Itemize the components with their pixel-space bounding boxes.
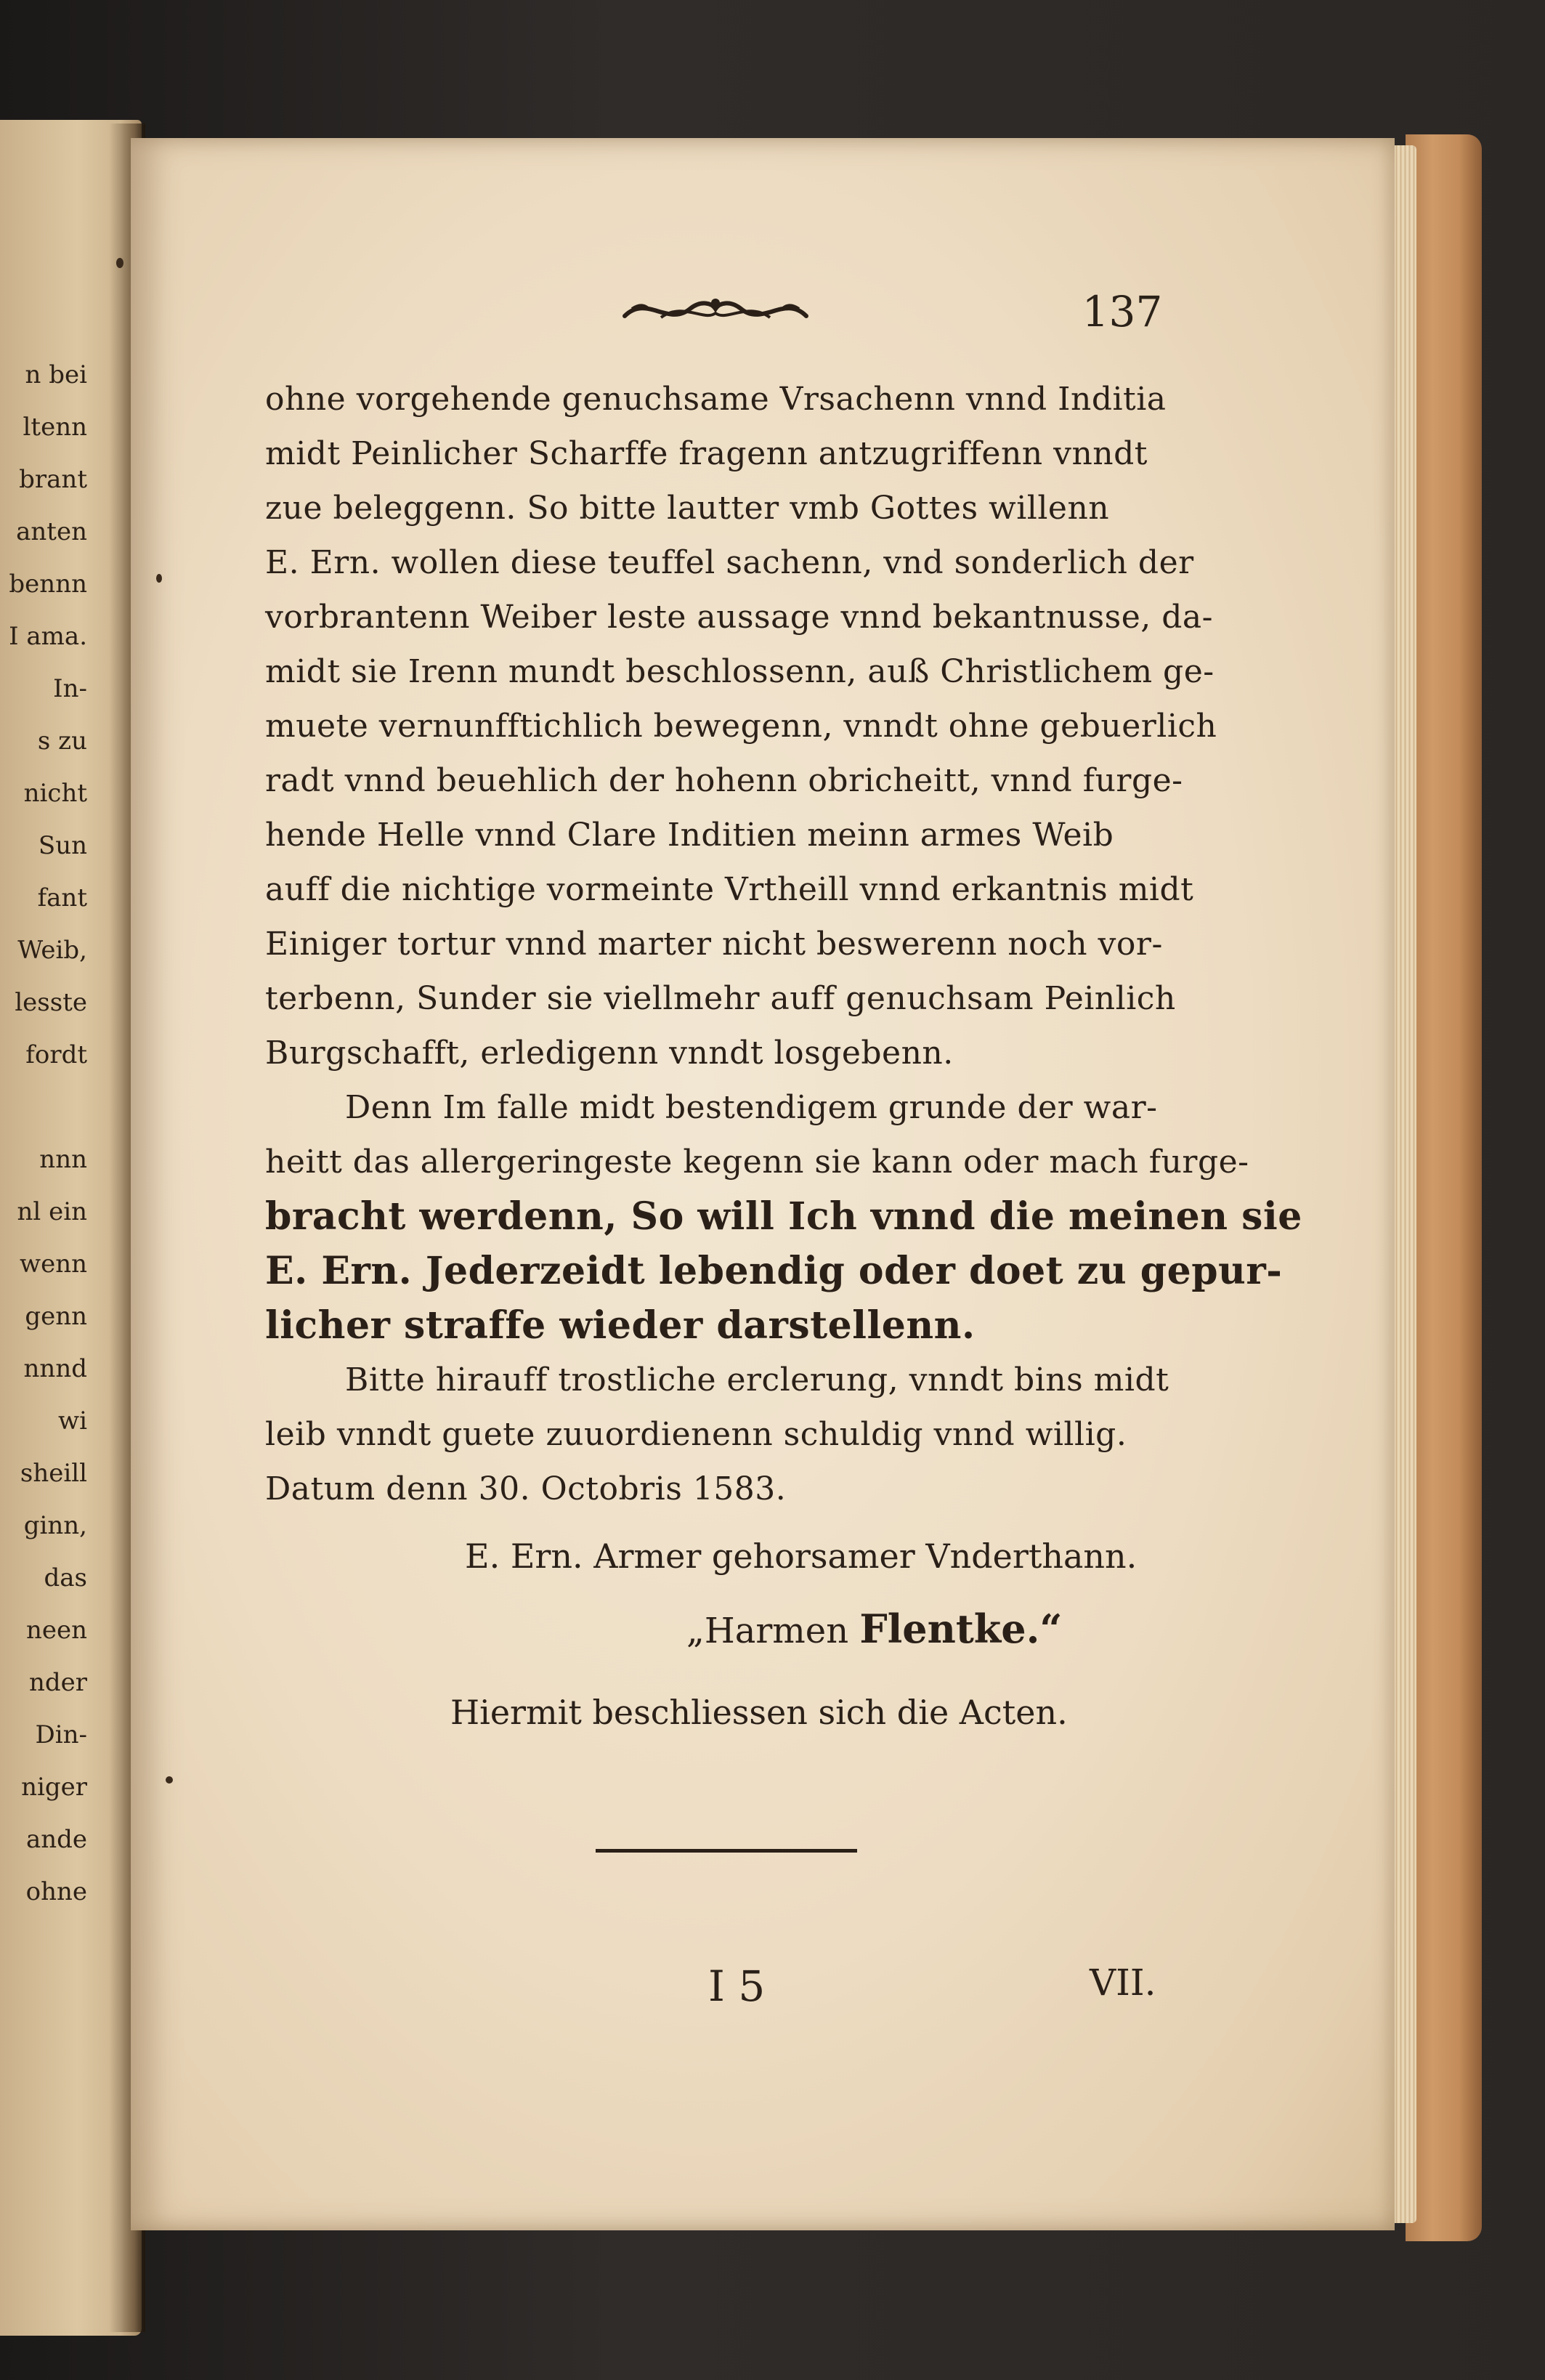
left-fragment: Sun: [38, 831, 87, 860]
left-fragment: n bei: [25, 360, 87, 389]
left-fragment: fant: [37, 883, 87, 912]
left-fragment: Weib,: [17, 936, 87, 965]
name-prefix: „Harmen: [686, 1611, 860, 1651]
left-fragment: ginn,: [23, 1511, 87, 1540]
left-fragment: niger: [21, 1773, 87, 1802]
catchword: VII.: [1090, 1962, 1156, 2004]
left-fragment: ande: [25, 1825, 87, 1854]
left-fragment: neen: [25, 1616, 87, 1645]
left-fragment: sheill: [20, 1459, 87, 1488]
text-line: leib vnndt guete zuuordienenn schuldig vnnd willig.: [265, 1416, 1127, 1453]
left-fragment: nnn: [39, 1145, 87, 1174]
text-line: midt Peinlicher Scharffe fragenn antzugriffenn vnndt: [265, 435, 1148, 472]
left-fragment: fordt: [25, 1040, 87, 1069]
left-fragment: Din-: [35, 1720, 87, 1749]
text-line: E. Ern. Jederzeidt lebendig oder doet zu gepur-: [265, 1249, 1283, 1293]
left-fragment: [0, 1081, 87, 1133]
text-line: Bitte hirauff trostliche erclerung, vnndt bins midt: [345, 1361, 1169, 1399]
left-fragment: wenn: [19, 1250, 87, 1279]
text-line: Denn Im falle midt bestendigem grunde der war-: [345, 1089, 1158, 1126]
ink-speck: [166, 1776, 173, 1784]
left-fragment: nnnd: [23, 1354, 87, 1383]
text-line: muete vernunfftichlich bewegenn, vnndt ohne gebuerlich: [265, 708, 1217, 745]
left-fragment: s zu: [37, 726, 87, 756]
horizontal-rule: [596, 1849, 857, 1853]
left-fragment: wi: [58, 1406, 87, 1436]
text-line: Datum denn 30. Octobris 1583.: [265, 1470, 787, 1507]
text-line: zue beleggenn. So bitte lautter vmb Gottes willenn: [265, 490, 1110, 527]
text-line: Einiger tortur vnnd marter nicht beswerenn noch vor-: [265, 926, 1163, 963]
left-fragment: lesste: [15, 988, 87, 1017]
text-line: radt vnnd beuehlich der hohenn obricheitt, vnnd furge-: [265, 762, 1183, 799]
text-line: bracht werdenn, So will Ich vnnd die meinen sie: [265, 1194, 1302, 1239]
left-fragment: In-: [53, 674, 87, 703]
ink-speck: [156, 574, 162, 583]
text-line: E. Ern. wollen diese teuffel sachenn, vnd sonderlich der: [265, 544, 1194, 581]
printer-signature-mark: I 5: [708, 1962, 766, 2011]
body-text: [265, 372, 1302, 1516]
text-line: Burgschafft, erledigenn vnndt losgebenn.: [265, 1035, 954, 1072]
left-fragment: brant: [19, 465, 87, 494]
signatory-name: [686, 1606, 1195, 1652]
text-line: licher straffe wieder darstellenn.: [265, 1303, 976, 1348]
ink-speck: [116, 258, 123, 268]
text-line: ohne vorgehende genuchsame Vrsachenn vnnd Inditia: [265, 381, 1167, 418]
text-line: midt sie Irenn mundt beschlossenn, auß Christlichem ge-: [265, 653, 1214, 690]
text-line: terbenn, Sunder sie viellmehr auff genuchsam Peinlich: [265, 980, 1176, 1017]
left-fragment: bennn: [9, 570, 87, 599]
left-fragment: anten: [16, 517, 87, 546]
text-line: heitt das allergeringeste kegenn sie kann oder mach furge-: [265, 1144, 1249, 1181]
page-number: 137: [1082, 287, 1163, 336]
left-fragment: ohne: [25, 1877, 87, 1906]
left-fragment: genn: [25, 1302, 87, 1331]
text-line: auff die nichtige vormeinte Vrtheill vnnd erkantnis midt: [265, 871, 1194, 908]
header-ornament-icon: [617, 287, 814, 331]
text-line: hende Helle vnnd Clare Inditien meinn armes Weib: [265, 817, 1114, 854]
left-fragment: nder: [28, 1668, 87, 1697]
left-fragment: ltenn: [23, 413, 87, 442]
left-fragment: nl ein: [17, 1197, 87, 1226]
left-page-text-fragments: [0, 349, 87, 1918]
left-fragment: I ama.: [9, 622, 87, 651]
name-surname: Flentke.“: [859, 1606, 1063, 1652]
book-cover-edge: [1406, 134, 1482, 2241]
left-fragment: das: [44, 1563, 87, 1592]
closing-line: Hiermit beschliessen sich die Acten.: [450, 1693, 1068, 1732]
left-fragment: nicht: [23, 779, 87, 808]
text-line: vorbrantenn Weiber leste aussage vnnd bekantnusse, da-: [265, 599, 1213, 636]
signature-line: E. Ern. Armer gehorsamer Vnderthann.: [465, 1537, 1138, 1576]
